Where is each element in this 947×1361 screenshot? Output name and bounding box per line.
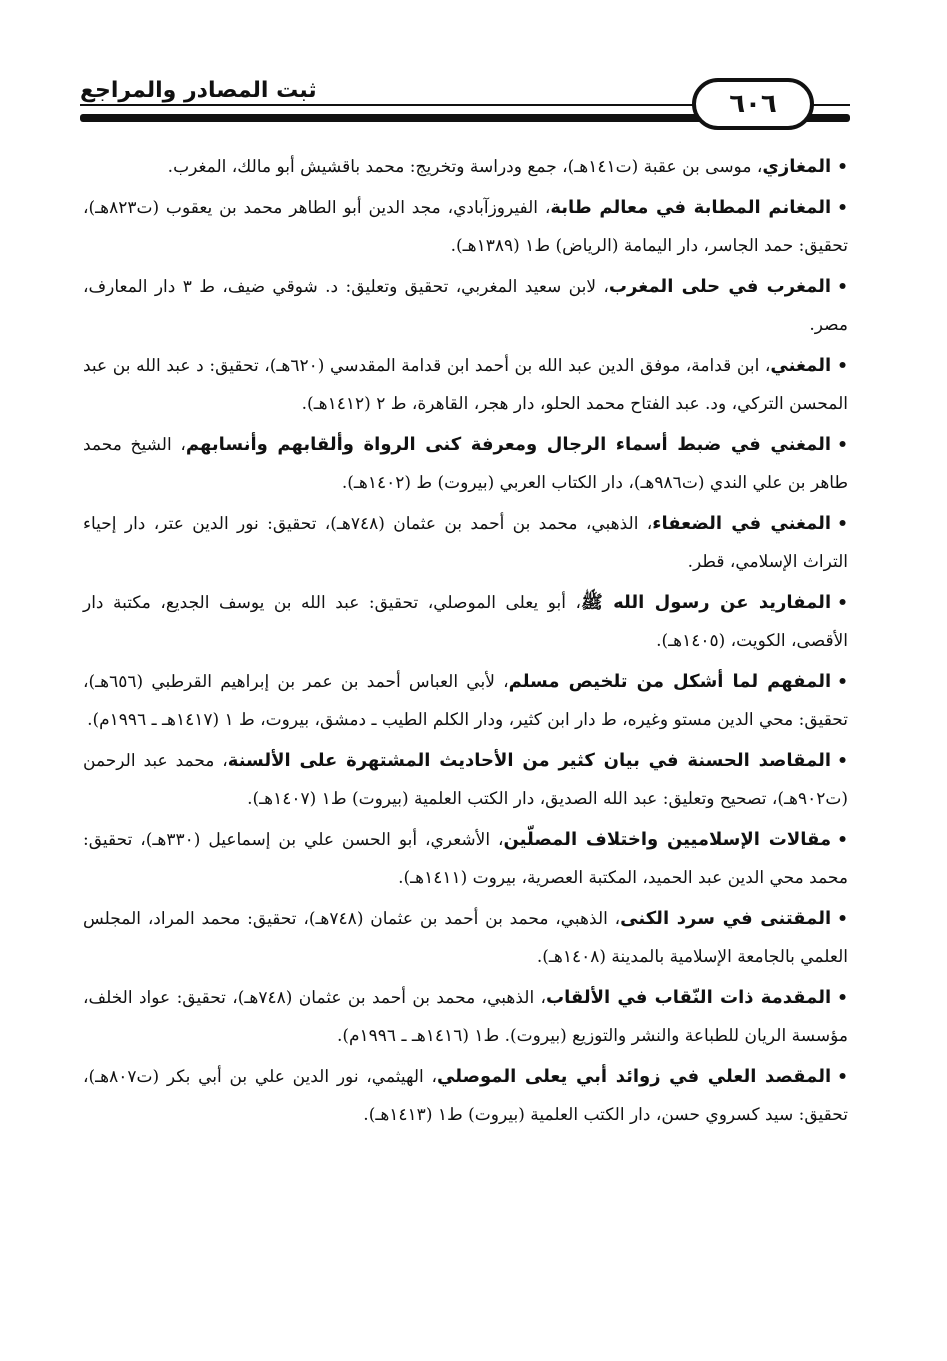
entry-title: المقتنى في سرد الكنى xyxy=(620,907,832,929)
running-title: ثبت المصادر والمراجع xyxy=(80,78,317,103)
entry-text: ، لابن سعيد المغربي، تحقيق وتعليق: د. شوقي ضيف، ط ٣ دار المعارف، مصر. xyxy=(83,276,848,335)
bibliography-entry: •المغرب في حلى المغرب، لابن سعيد المغربي، تحقيق وتعليق: د. شوقي ضيف، ط ٣ دار المعارف، مصر. xyxy=(83,275,848,335)
page-header xyxy=(80,70,850,130)
bibliography-entry: •المغني في الضعفاء، الذهبي، محمد بن أحمد بن عثمان (٧٤٨هـ)، تحقيق: نور الدين عتر، دار إحياء التراث الإسلامي، قطر. xyxy=(83,512,848,572)
entry-title: المغرب في حلى المغرب xyxy=(608,275,832,297)
entry-title: المقصد العلي في زوائد أبي يعلى الموصلي xyxy=(437,1065,832,1087)
bibliography-entry: •المغازي، موسى بن عقبة (ت١٤١هـ)، جمع ودراسة وتخريج: محمد باقشيش أبو مالك، المغرب. xyxy=(167,156,848,177)
entry-text: ، ابن قدامة، موفق الدين عبد الله بن أحمد ابن قدامة المقدسي (٦٢٠هـ)، تحقيق: د عبد الله بن عبد المحسن التركي، ود. عبد الفتاح محمد الحلو، دار هجر، القاهرة، ط ٢ (١٤١٢هـ). xyxy=(83,355,848,414)
entry-title: المغني في ضبط أسماء الرجال ومعرفة كنى الرواة وألقابهم وأنسابهم xyxy=(185,433,832,455)
entry-text: ، لأبي العباس أحمد بن عمر بن إبراهيم القرطبي (٦٥٦هـ)، تحقيق: محي الدين مستو وغيره، ط دار ابن كثير، ودار الكلم الطيب ـ دمشق، بيروت، ط ١ (١٤١٧هـ ـ ١٩٩٦م). xyxy=(83,671,848,730)
entry-text: ، الشيخ محمد طاهر بن علي الندي (ت٩٨٦هـ)، دار الكتاب العربي (بيروت) ط (١٤٠٢هـ). xyxy=(83,434,848,493)
entry-text: ، أبو يعلى الموصلي، تحقيق: عبد الله بن يوسف الجديع، مكتبة دار الأقصى، الكويت، (١٤٠٥هـ). xyxy=(83,592,848,651)
bibliography-entry: •المقتنى في سرد الكنى، الذهبي، محمد بن أحمد بن عثمان (٧٤٨هـ)، تحقيق: محمد المراد، المجلس العلمي بالجامعة الإسلامية بالمدينة (١٤٠٨هـ). xyxy=(83,907,849,967)
entry-text: ، الفيروزآبادي، مجد الدين أبو الطاهر محمد بن يعقوب (ت٨٢٣هـ)، تحقيق: حمد الجاسر، دار اليمامة (الرياض) ط١ (١٣٨٩هـ). xyxy=(83,197,848,256)
bibliography-entry: •المفهم لما أشكل من تلخيص مسلم، لأبي العباس أحمد بن عمر بن إبراهيم القرطبي (٦٥٦هـ)، تحقيق: محي الدين مستو وغيره، ط دار ابن كثير، ودار الكلم الطيب ـ دمشق، بيروت، ط ١ (١٤١٧هـ ـ ١٩٩٦م). xyxy=(83,670,849,730)
entry-text: ، موسى بن عقبة (ت١٤١هـ)، جمع ودراسة وتخريج: محمد باقشيش أبو مالك، المغرب. xyxy=(167,157,763,177)
entry-title: مقالات الإسلاميين واختلاف المصلّين xyxy=(503,828,832,850)
bibliography-entry: •المغني، ابن قدامة، موفق الدين عبد الله بن أحمد ابن قدامة المقدسي (٦٢٠هـ)، تحقيق: د عبد الله بن عبد المحسن التركي، ود. عبد الفتاح محمد الحلو، دار هجر، القاهرة، ط ٢ (١٤١٢هـ). xyxy=(83,354,848,414)
entry-title: المغانم المطابة في معالم طابة xyxy=(550,196,832,218)
entry-title: المغازي xyxy=(762,156,832,177)
entry-title: المغني xyxy=(770,354,832,376)
entry-title: المقدمة ذات النّقاب في الألقاب xyxy=(546,986,832,1008)
bibliography-entry: •المقصد العلي في زوائد أبي يعلى الموصلي، الهيثمي، نور الدين علي بن أبي بكر (ت٨٠٧هـ)، تحقيق: سيد كسروي حسن، دار الكتب العلمية (بيروت) ط١ (١٤١٣هـ). xyxy=(83,1065,848,1125)
entry-title: المغني في الضعفاء xyxy=(652,512,832,534)
page-number: ٦٠٦ xyxy=(692,78,814,130)
entry-text: ، محمد عبد الرحمن (ت٩٠٢هـ)، تصحيح وتعليق: عبد الله الصديق، دار الكتب العلمية (بيروت) ط١ (١٤٠٧هـ). xyxy=(83,750,848,809)
entry-title: المفاريد عن رسول الله ﷺ xyxy=(580,591,832,613)
entry-title: المقاصد الحسنة في بيان كثير من الأحاديث المشتهرة على الألسنة xyxy=(227,749,832,771)
bibliography-entry: •المقاصد الحسنة في بيان كثير من الأحاديث المشتهرة على الألسنة، محمد عبد الرحمن (ت٩٠٢هـ)، تصحيح وتعليق: عبد الله الصديق، دار الكتب العلمية (بيروت) ط١ (١٤٠٧هـ). xyxy=(83,749,848,809)
bibliography-entry: •المغانم المطابة في معالم طابة، الفيروزآبادي، مجد الدين أبو الطاهر محمد بن يعقوب (ت٨٢٣هـ)، تحقيق: حمد الجاسر، دار اليمامة (الرياض) ط١ (١٣٨٩هـ). xyxy=(83,196,848,256)
bibliography-entry: •المغني في ضبط أسماء الرجال ومعرفة كنى الرواة وألقابهم وأنسابهم، الشيخ محمد طاهر بن علي الندي (ت٩٨٦هـ)، دار الكتاب العربي (بيروت) ط (١٤٠٢هـ). xyxy=(83,433,848,493)
entry-text: ، الذهبي، محمد بن أحمد بن عثمان (٧٤٨هـ)، تحقيق: محمد المراد، المجلس العلمي بالجامعة الإسلامية بالمدينة (١٤٠٨هـ). xyxy=(83,908,848,967)
entry-text: ، الذهبي، محمد بن أحمد بن عثمان (٧٤٨هـ)، تحقيق: نور الدين عتر، دار إحياء التراث الإسلامي، قطر. xyxy=(83,513,848,572)
entry-title: المفهم لما أشكل من تلخيص مسلم xyxy=(508,670,832,692)
bibliography-list xyxy=(83,148,848,1137)
bibliography-entry: •المقدمة ذات النّقاب في الألقاب، الذهبي، محمد بن أحمد بن عثمان (٧٤٨هـ)، تحقيق: عواد الخلف، مؤسسة الريان للطباعة والنشر والتوزيع (بيروت). ط١ (١٤١٦هـ ـ ١٩٩٦م). xyxy=(83,986,848,1046)
entry-text: ، الذهبي، محمد بن أحمد بن عثمان (٧٤٨هـ)، تحقيق: عواد الخلف، مؤسسة الريان للطباعة والنشر والتوزيع (بيروت). ط١ (١٤١٦هـ ـ ١٩٩٦م). xyxy=(83,987,848,1046)
entry-text: ، الهيثمي، نور الدين علي بن أبي بكر (ت٨٠٧هـ)، تحقيق: سيد كسروي حسن، دار الكتب العلمية (بيروت) ط١ (١٤١٣هـ). xyxy=(83,1066,848,1125)
entry-text: ، الأشعري، أبو الحسن علي بن إسماعيل (٣٣٠هـ)، تحقيق: محمد محي الدين عبد الحميد، المكتبة العصرية، بيروت (١٤١١هـ). xyxy=(83,829,848,888)
bibliography-entry: •مقالات الإسلاميين واختلاف المصلّين، الأشعري، أبو الحسن علي بن إسماعيل (٣٣٠هـ)، تحقيق: محمد محي الدين عبد الحميد، المكتبة العصرية، بيروت (١٤١١هـ). xyxy=(83,828,848,888)
bibliography-entry: •المفاريد عن رسول الله ﷺ، أبو يعلى الموصلي، تحقيق: عبد الله بن يوسف الجديع، مكتبة دار الأقصى، الكويت، (١٤٠٥هـ). xyxy=(83,591,848,651)
